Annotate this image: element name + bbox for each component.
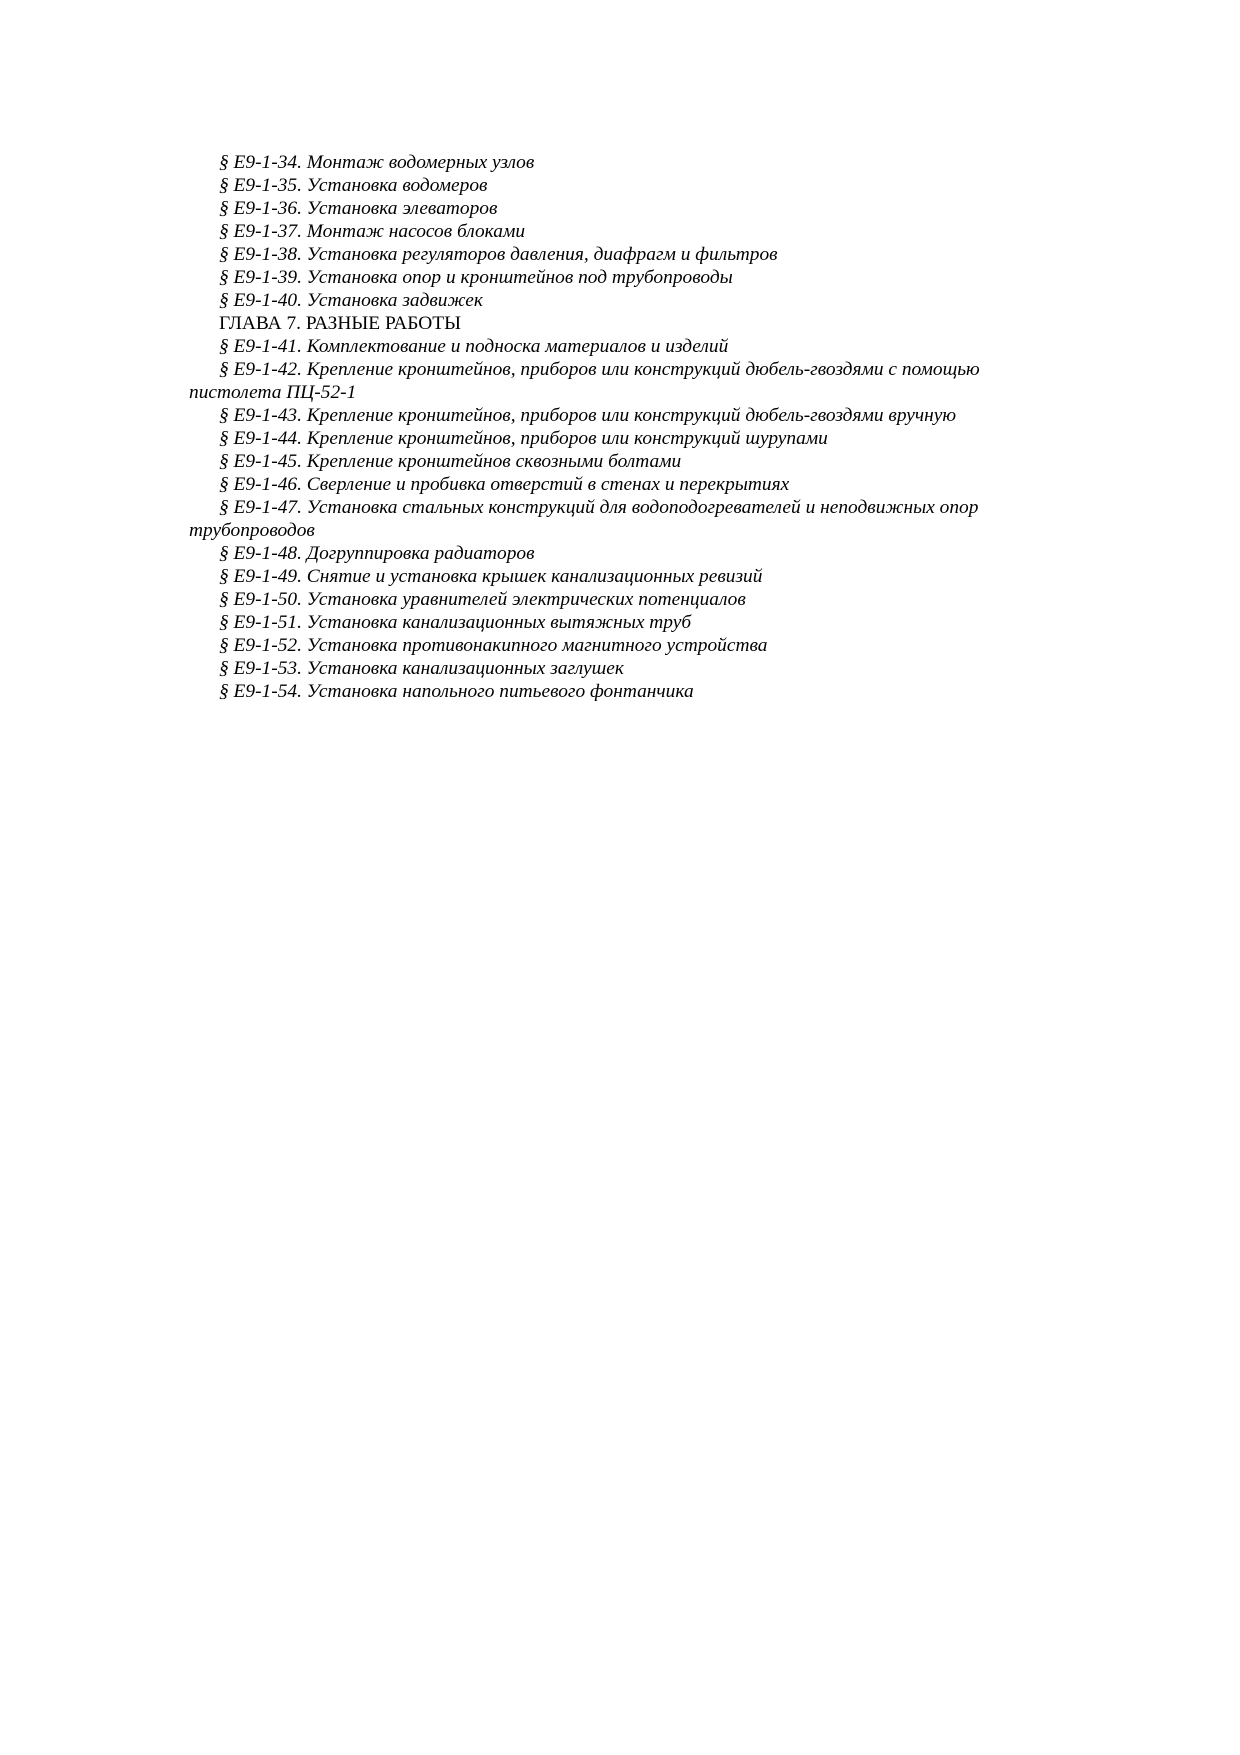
toc-line: § Е9-1-44. Крепление кронштейнов, приборов или конструкций шурупами — [219, 428, 828, 449]
toc-line: § Е9-1-46. Сверление и пробивка отверстий в стенах и перекрытиях — [219, 474, 790, 495]
toc-line: § Е9-1-53. Установка канализационных заглушек — [219, 658, 624, 679]
toc-line: § Е9-1-37. Монтаж насосов блоками — [219, 221, 526, 242]
toc-line: § Е9-1-52. Установка противонакипного магнитного устройства — [219, 635, 768, 656]
toc-line: § Е9-1-42. Крепление кронштейнов, приборов или конструкций дюбель-гвоздями с помощью пистолета ПЦ-52-1 — [189, 359, 980, 403]
toc-line: § Е9-1-54. Установка напольного питьевого фонтанчика — [219, 681, 694, 702]
table-of-contents — [189, 151, 1059, 703]
toc-line: § Е9-1-34. Монтаж водомерных узлов — [219, 152, 535, 173]
toc-line: § Е9-1-40. Установка задвижек — [219, 290, 483, 311]
toc-line: § Е9-1-43. Крепление кронштейнов, приборов или конструкций дюбель-гвоздями вручную — [219, 405, 957, 426]
chapter-heading: ГЛАВА 7. РАЗНЫЕ РАБОТЫ — [219, 313, 462, 334]
toc-line: § Е9-1-36. Установка элеваторов — [219, 198, 498, 219]
toc-line: § Е9-1-50. Установка уравнителей электрических потенциалов — [219, 589, 746, 610]
toc-line: § Е9-1-39. Установка опор и кронштейнов под трубопроводы — [219, 267, 733, 288]
toc-line: § Е9-1-41. Комплектование и подноска материалов и изделий — [219, 336, 729, 357]
toc-line: § Е9-1-45. Крепление кронштейнов сквозными болтами — [219, 451, 682, 472]
toc-line: § Е9-1-35. Установка водомеров — [219, 175, 488, 196]
toc-line: § Е9-1-49. Снятие и установка крышек канализационных ревизий — [219, 566, 763, 587]
toc-line: § Е9-1-38. Установка регуляторов давления, диафрагм и фильтров — [219, 244, 778, 265]
toc-line: § Е9-1-51. Установка канализационных вытяжных труб — [219, 612, 692, 633]
toc-line: § Е9-1-47. Установка стальных конструкций для водоподогревателей и неподвижных опор трубопроводов — [189, 497, 979, 541]
toc-line: § Е9-1-48. Догруппировка радиаторов — [219, 543, 535, 564]
